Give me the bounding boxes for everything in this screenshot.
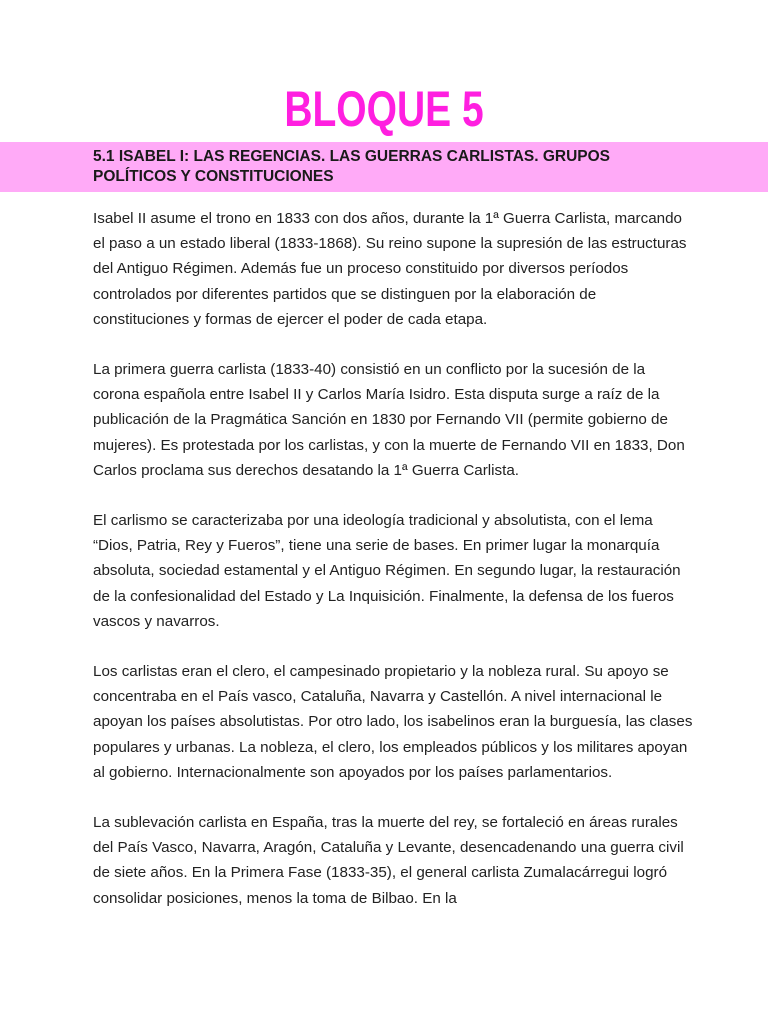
paragraph: La primera guerra carlista (1833-40) consistió en un conflicto por la sucesión de la corona española entre Isabel II y Carlos María Isidro. Esta disputa surge a raíz de la publicación de la Pragmática Sanción en 1830 por Fernando VII (permite gobierno de mujeres). Es protestada por los carlistas, y con la muerte de Fernando VII en 1833, Don Carlos proclama sus derechos desatando la 1ª Guerra Carlista. bbox=[93, 361, 685, 479]
page-title: BLOQUE 5 bbox=[284, 81, 484, 137]
body-text bbox=[93, 206, 693, 936]
paragraph: La sublevación carlista en España, tras la muerte del rey, se fortaleció en áreas rurales del País Vasco, Navarra, Aragón, Cataluña y Levante, desencadenando una guerra civil de siete años. En la Primera Fase (1833-35), el general carlista Zumalacárregui logró consolidar posiciones, menos la toma de Bilbao. En la bbox=[93, 814, 684, 907]
paragraph: El carlismo se caracterizaba por una ideología tradicional y absolutista, con el lema “Dios, Patria, Rey y Fueros”, tiene una serie de bases. En primer lugar la monarquía absoluta, sociedad estamental y el Antiguo Régimen. En segundo lugar, la restauración de la confesionalidad del Estado y La Inquisición. Finalmente, la defensa de los fueros vascos y navarros. bbox=[93, 512, 681, 630]
paragraph: Los carlistas eran el clero, el campesinado propietario y la nobleza rural. Su apoyo se concentraba en el País vasco, Cataluña, Navarra y Castellón. A nivel internacional le apoyan los países absolutistas. Por otro lado, los isabelinos eran la burguesía, las clases populares y urbanas. La nobleza, el clero, los empleados públicos y los militares apoyan al gobierno. Internacionalmente son apoyados por los países parlamentarios. bbox=[93, 663, 693, 781]
paragraph: Isabel II asume el trono en 1833 con dos años, durante la 1ª Guerra Carlista, marcando el paso a un estado liberal (1833-1868). Su reino supone la supresión de las estructuras del Antiguo Régimen. Además fue un proceso constituido por diversos períodos controlados por diferentes partidos que se distinguen por la elaboración de constituciones y formas de ejercer el poder de cada etapa. bbox=[93, 210, 687, 328]
section-heading: 5.1 ISABEL I: LAS REGENCIAS. LAS GUERRAS CARLISTAS. GRUPOS POLÍTICOS Y CONSTITUCIONES bbox=[93, 148, 611, 185]
